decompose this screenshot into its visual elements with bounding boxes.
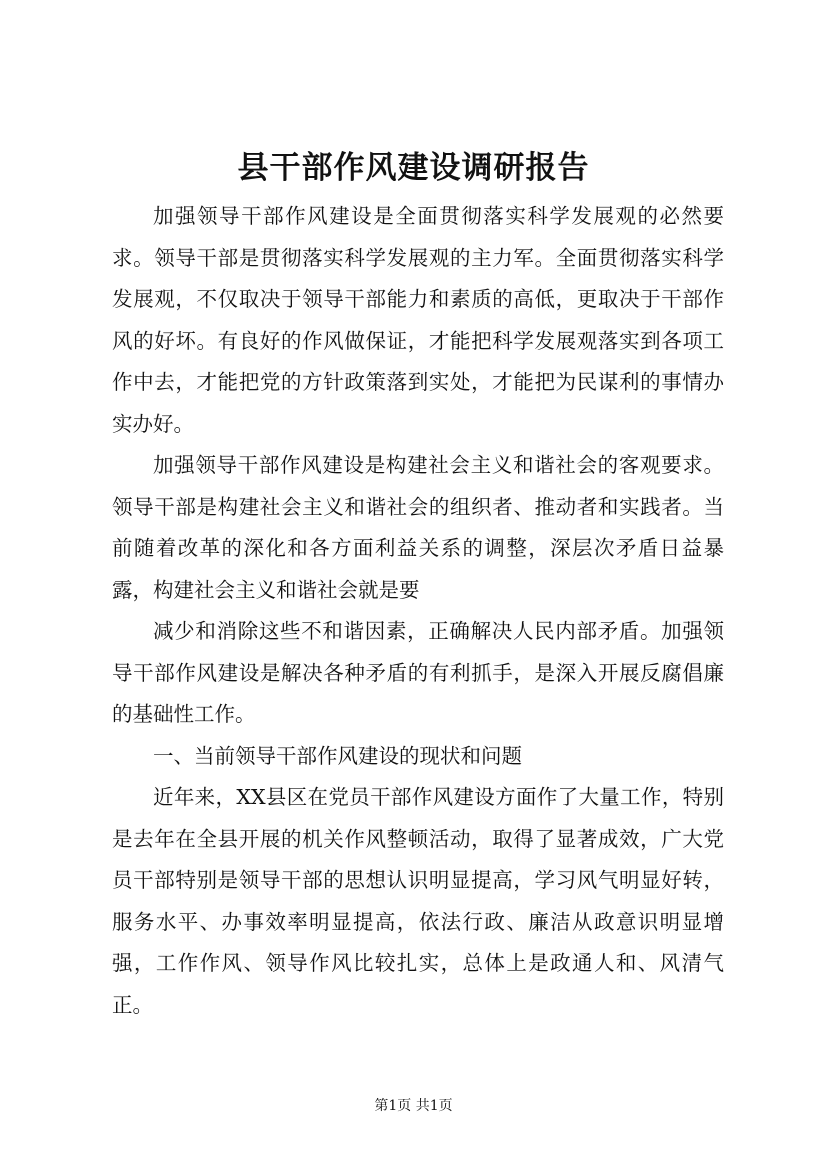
paragraph: 加强领导干部作风建设是全面贯彻落实科学发展观的必然要求。领导干部是贯彻落实科学发展观的主力军。全面贯彻落实科学发展观，不仅取决于领导干部能力和素质的高低，更取决于干部作风的好坏。有良好的作风做保证，才能把科学发展观落实到各项工作中去，才能把党的方针政策落到实处，才能把为民谋利的事情办实办好。: [112, 204, 724, 436]
paragraph: 加强领导干部作风建设是构建社会主义和谐社会的客观要求。领导干部是构建社会主义和谐社会的组织者、推动者和实践者。当前随着改革的深化和各方面利益关系的调整，深层次矛盾日益暴露，构建社会主义和谐社会就是要: [112, 453, 724, 602]
section-heading: 一、当前领导干部作风建设的现状和问题: [153, 743, 522, 768]
page-footer: 第1页 共1页: [374, 1098, 453, 1114]
document-title: 县干部作风建设调研报告: [237, 150, 590, 186]
document-body: [112, 196, 724, 1026]
paragraph: 近年来，XX县区在党员干部作风建设方面作了大量工作，特别是去年在全县开展的机关作风整顿活动，取得了显著成效，广大党员干部特别是领导干部的思想认识明显提高，学习风气明显好转，服务水平、办事效率明显提高，依法行政、廉洁从政意识明显增强，工作作风、领导作风比较扎实，总体上是政通人和、风清气正。: [112, 785, 724, 1017]
paragraph: 减少和消除这些不和谐因素，正确解决人民内部矛盾。加强领导干部作风建设是解决各种矛盾的有利抓手，是深入开展反腐倡廉的基础性工作。: [112, 619, 724, 726]
